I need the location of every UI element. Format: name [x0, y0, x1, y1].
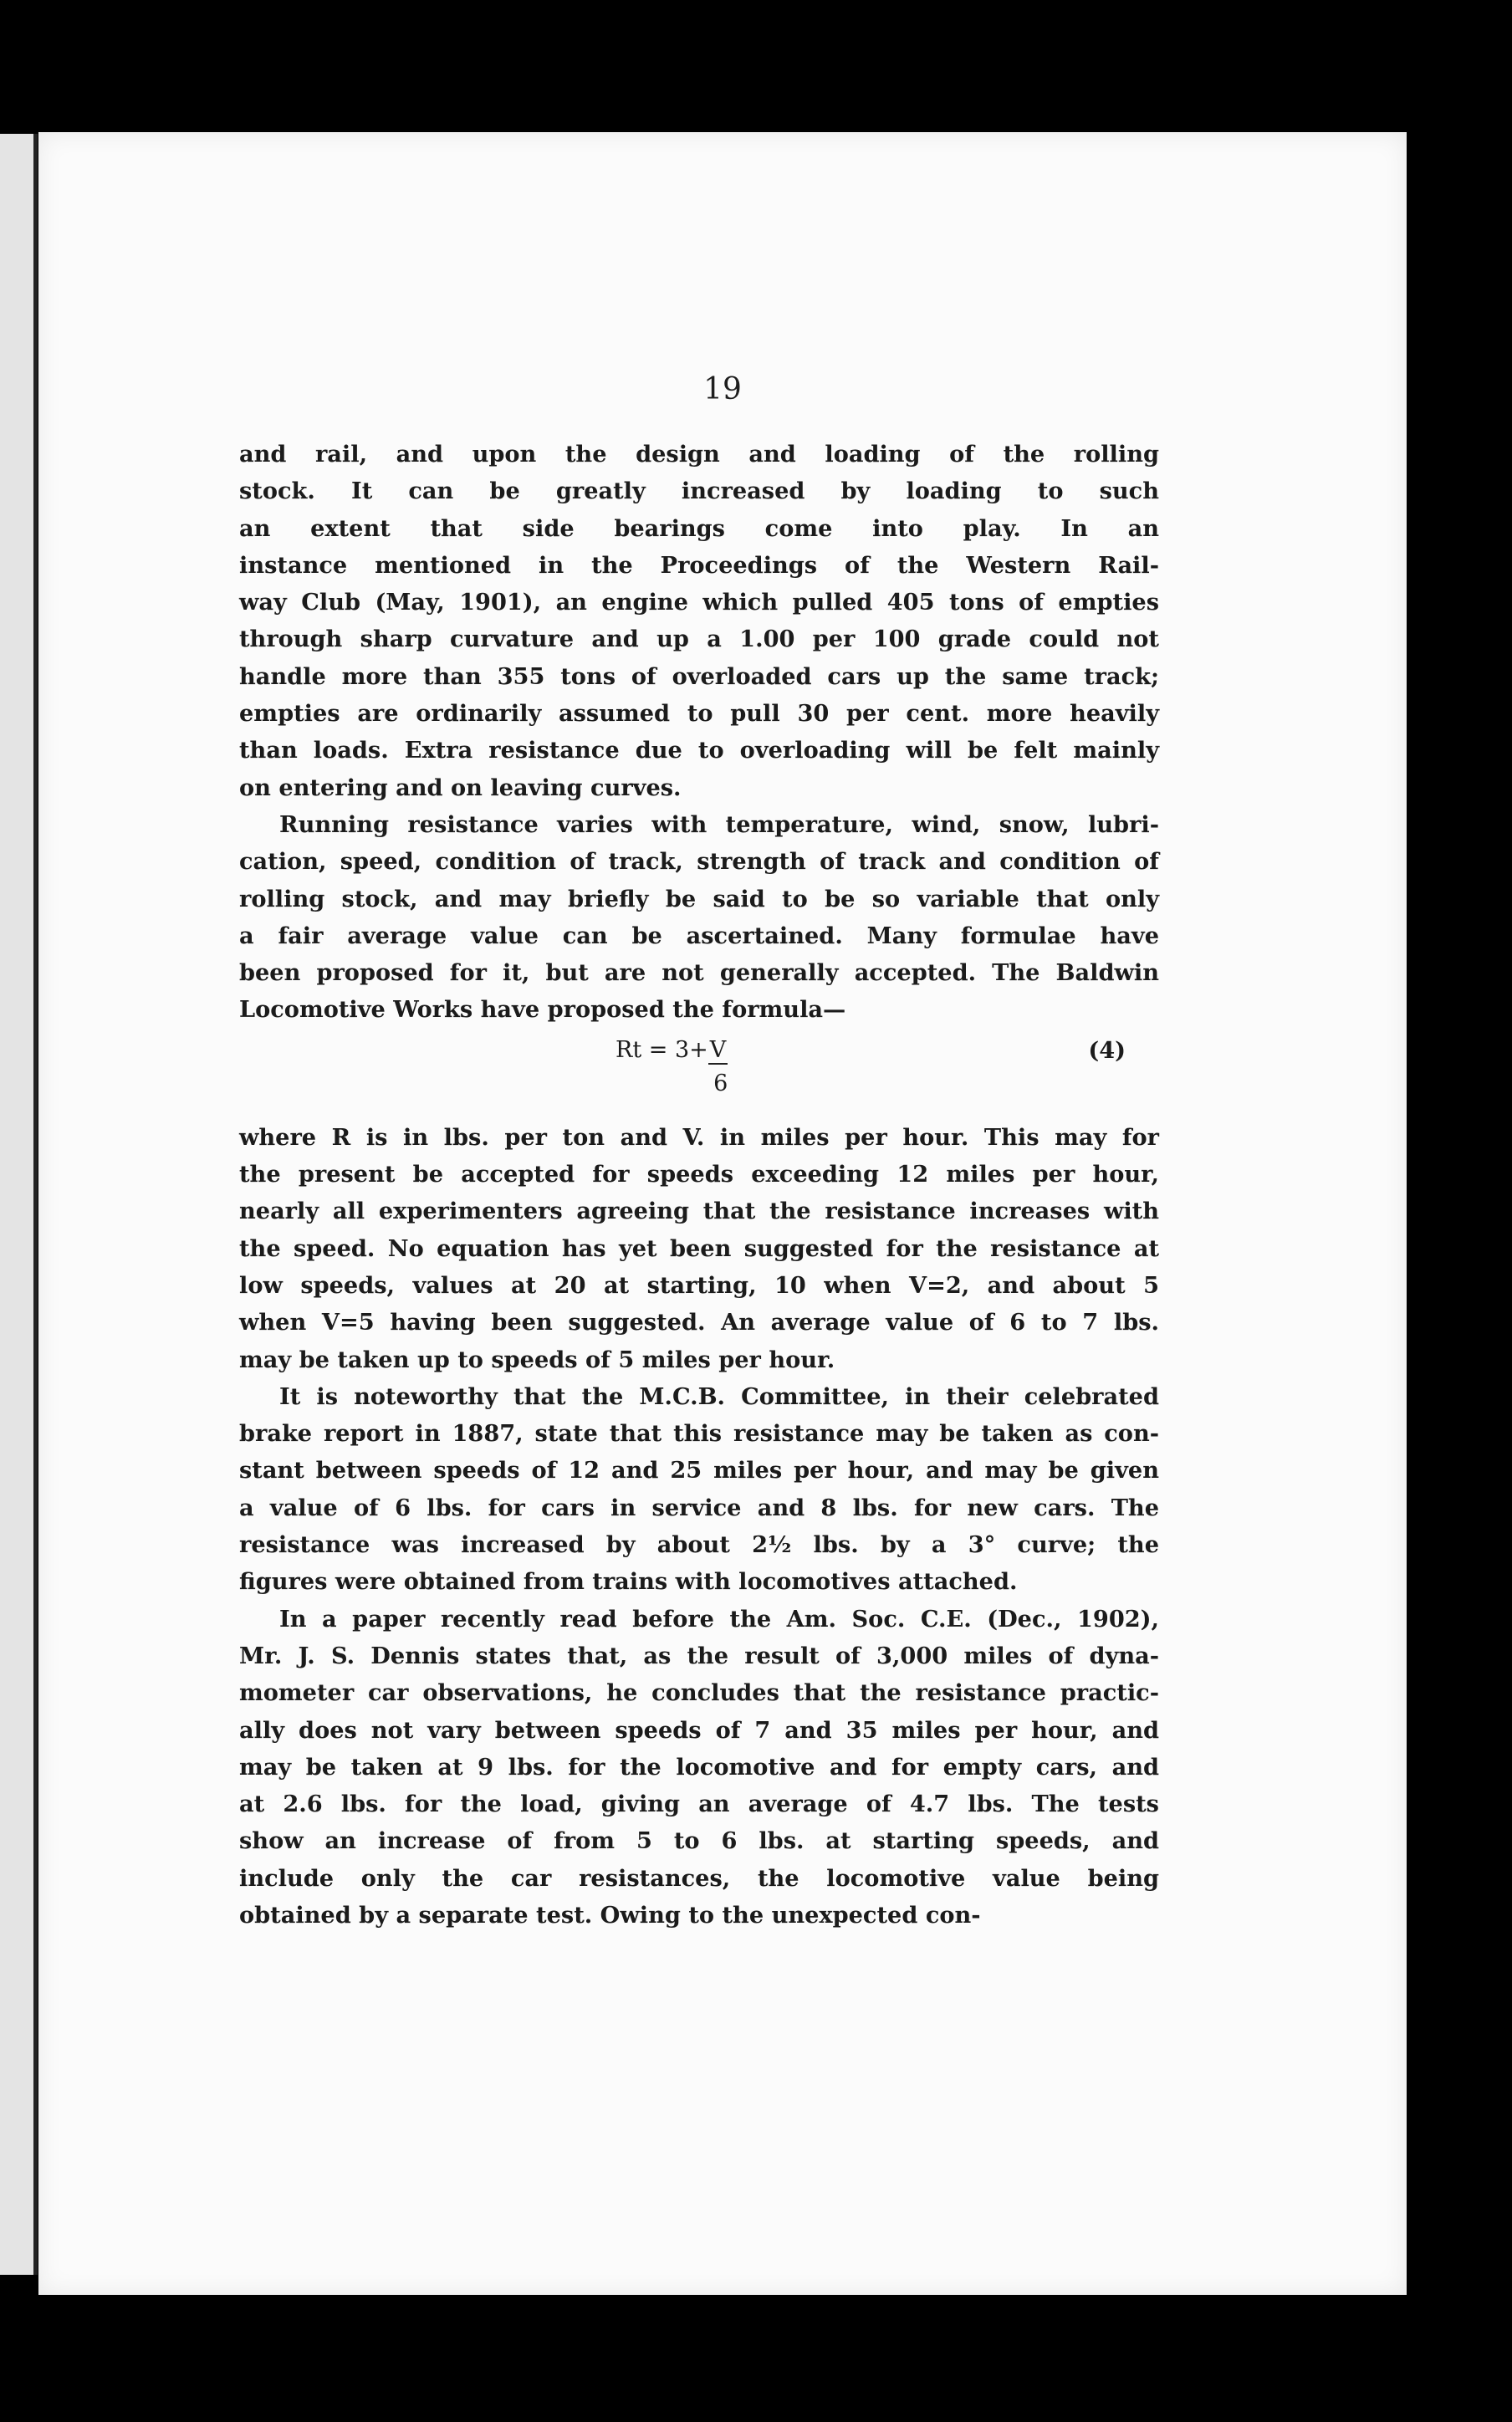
text-line: way Club (May, 1901), an engine which pulled 405 tons of empties — [239, 589, 1159, 616]
text-line: resistance was increased by about 2½ lbs. by a 3° curve; the — [239, 1531, 1159, 1559]
text-line: a value of 6 lbs. for cars in service and 8 lbs. for new cars. The — [239, 1494, 1159, 1521]
equation-number: (4) — [1088, 1036, 1126, 1064]
formula-fraction — [708, 1032, 728, 1096]
text-line: include only the car resistances, the locomotive value being — [239, 1864, 1159, 1892]
text-line: may be taken at 9 lbs. for the locomotive and for empty cars, and — [239, 1753, 1159, 1781]
page-number: 19 — [703, 372, 742, 406]
text-line: been proposed for it, but are not generally accepted. The Baldwin — [239, 959, 1159, 987]
text-line: empties are ordinarily assumed to pull 30 per cent. more heavily — [239, 700, 1159, 728]
text-line: cation, speed, condition of track, strength of track and condition of — [239, 848, 1159, 876]
paragraph — [239, 1378, 1159, 1601]
text-line: on entering and on leaving curves. — [239, 774, 682, 801]
text-line: brake report in 1887, state that this resistance may be taken as con- — [239, 1420, 1159, 1448]
paragraphs-before-formula — [239, 436, 1159, 1029]
text-line: It is noteworthy that the M.C.B. Committee, in their celebrated — [279, 1382, 1159, 1410]
text-line: than loads. Extra resistance due to overloading will be felt mainly — [239, 737, 1159, 764]
body-text — [239, 436, 1159, 1934]
text-line: at 2.6 lbs. for the load, giving an average of 4.7 lbs. The tests — [239, 1791, 1159, 1818]
text-line: obtained by a separate test. Owing to the unexpected con- — [239, 1901, 981, 1929]
paragraph — [239, 436, 1159, 806]
text-line: instance mentioned in the Proceedings of the Western Rail- — [239, 551, 1159, 579]
page-gutter-line — [33, 134, 38, 2275]
text-line: handle more than 355 tons of overloaded cars up the same track; — [239, 662, 1159, 690]
text-line: an extent that side bearings come into play. In an — [239, 514, 1159, 542]
text-line: Mr. J. S. Dennis states that, as the result of 3,000 miles of dyna- — [239, 1642, 1159, 1669]
text-line: the speed. No equation has yet been suggested for the resistance at — [239, 1234, 1159, 1262]
formula-denominator: 6 — [713, 1070, 728, 1096]
text-line: may be taken up to speeds of 5 miles per hour. — [239, 1346, 835, 1373]
text-line: when V=5 having been suggested. An average value of 6 to 7 lbs. — [239, 1309, 1159, 1336]
paragraph — [239, 1119, 1159, 1378]
text-line: Locomotive Works have proposed the formula— — [239, 996, 846, 1024]
text-line: low speeds, values at 20 at starting, 10 when V=2, and about 5 — [239, 1271, 1159, 1299]
text-line: a fair average value can be ascertained. Many formulae have — [239, 922, 1159, 949]
formula-numerator: V — [709, 1036, 727, 1063]
text-line: nearly all experimenters agreeing that the resistance increases with — [239, 1198, 1159, 1225]
text-line: the present be accepted for speeds exceeding 12 miles per hour, — [239, 1161, 1159, 1188]
formula — [616, 1032, 728, 1096]
text-line: Running resistance varies with temperature, wind, snow, lubri- — [279, 810, 1159, 838]
text-line: through sharp curvature and up a 1.00 per 100 grade could not — [239, 626, 1159, 653]
text-line: ally does not vary between speeds of 7 and 35 miles per hour, and — [239, 1716, 1159, 1744]
text-line: figures were obtained from trains with locomotives attached. — [239, 1568, 1018, 1596]
text-line: where R is in lbs. per ton and V. in miles per hour. This may for — [239, 1123, 1159, 1151]
text-line: stant between speeds of 12 and 25 miles per hour, and may be given — [239, 1457, 1159, 1484]
text-line: and rail, and upon the design and loading of the rolling — [239, 441, 1159, 468]
text-line: rolling stock, and may briefly be said to be so variable that only — [239, 885, 1159, 912]
text-line: In a paper recently read before the Am. Soc. C.E. (Dec., 1902), — [279, 1605, 1159, 1633]
formula-lhs: Rt = 3+ — [616, 1036, 708, 1063]
paragraph — [239, 806, 1159, 1029]
text-line: show an increase of from 5 to 6 lbs. at starting speeds, and — [239, 1827, 1159, 1855]
document-page — [38, 132, 1407, 2295]
text-line: mometer car observations, he concludes that the resistance practic- — [239, 1679, 1159, 1707]
text-line: stock. It can be greatly increased by loading to such — [239, 478, 1159, 505]
formula-row — [239, 1029, 1159, 1119]
paragraph — [239, 1601, 1159, 1934]
paragraphs-after-formula — [239, 1119, 1159, 1934]
adjacent-page-edge — [0, 134, 37, 2275]
